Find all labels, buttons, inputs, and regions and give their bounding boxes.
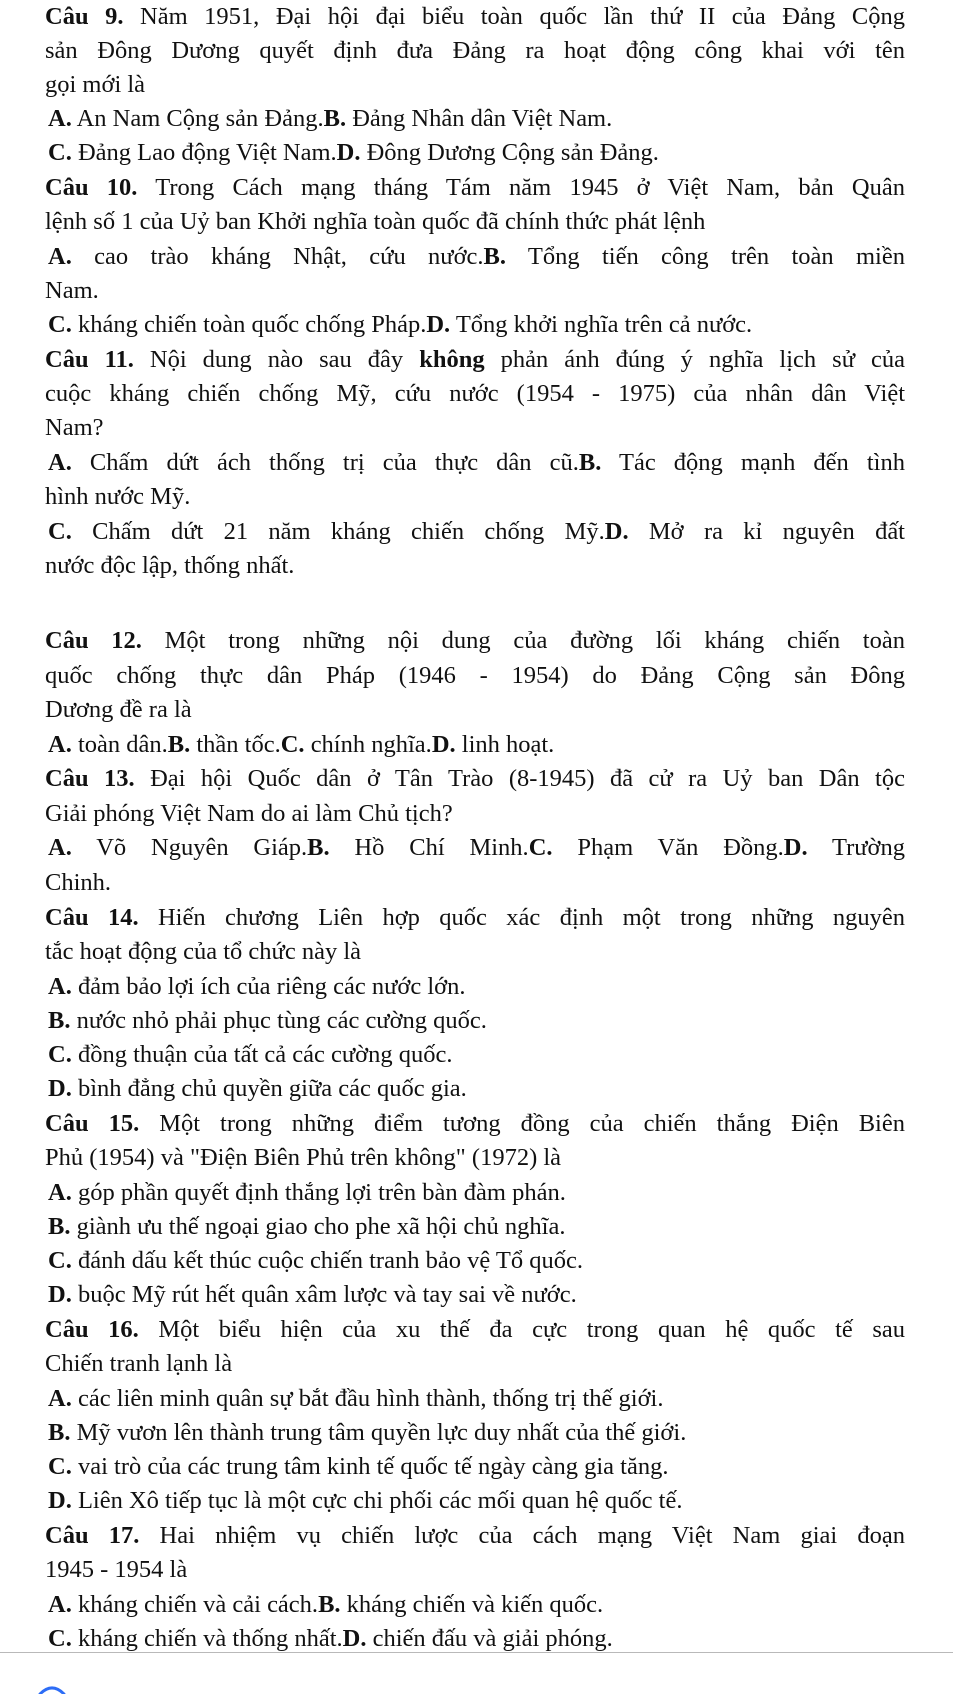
bold-label: D. xyxy=(342,1625,367,1652)
text-segment: Trong Cách mạng tháng Tám năm 1945 ở Việt Nam, bản Quân xyxy=(137,174,905,201)
bold-label: Câu 12. xyxy=(45,627,142,654)
text-segment: vai trò của các trung tâm kinh tế quốc tế ngày càng gia tăng. xyxy=(71,1453,669,1480)
bold-label: C. xyxy=(48,518,72,545)
question-9-line-1 xyxy=(45,0,905,35)
text-segment: Hai nhiệm vụ chiến lược của cách mạng Việt Nam giai đoạn xyxy=(139,1522,906,1549)
question-15-option-a xyxy=(48,1176,566,1211)
text-segment: nước nhỏ phải phục tùng các cường quốc. xyxy=(70,1007,487,1034)
bold-label: C. xyxy=(48,1625,72,1652)
bold-label: D. xyxy=(48,1075,72,1102)
text-segment: buộc Mỹ rút hết quân xâm lược và tay sai về nước. xyxy=(71,1281,577,1308)
page-bottom-divider xyxy=(0,1652,953,1653)
question-13-options-cont xyxy=(45,866,111,901)
question-11-options-ab xyxy=(48,446,905,481)
text-segment: Dương đề ra là xyxy=(45,696,192,723)
bold-label: C. xyxy=(48,1247,72,1274)
text-segment: tắc hoạt động của tổ chức này là xyxy=(45,938,361,965)
question-12-line-2 xyxy=(45,659,905,694)
text-segment: Tổng tiến công trên toàn miền xyxy=(506,243,905,270)
bold-label: D. xyxy=(783,834,808,861)
bold-label: D. xyxy=(431,731,456,758)
text-segment: Đại hội Quốc dân ở Tân Trào (8-1945) đã cử ra Uỷ ban Dân tộc xyxy=(134,765,905,792)
text-segment: đảm bảo lợi ích của riêng các nước lớn. xyxy=(71,973,466,1000)
text-segment: nước độc lập, thống nhất. xyxy=(45,552,295,579)
bold-label: A. xyxy=(48,731,72,758)
question-11-line-1 xyxy=(45,343,905,378)
bold-label: B. xyxy=(578,449,602,476)
question-16-line-1 xyxy=(45,1313,905,1348)
question-11-line-3 xyxy=(45,411,104,446)
question-16-option-b xyxy=(48,1416,686,1451)
bold-label: D. xyxy=(48,1487,72,1514)
text-segment: Liên Xô tiếp tục là một cực chi phối các mối quan hệ quốc tế. xyxy=(71,1487,683,1514)
text-segment: Năm 1951, Đại hội đại biểu toàn quốc lần thứ II của Đảng Cộng xyxy=(123,3,905,30)
text-segment: Một trong những nội dung của đường lối kháng chiến toàn xyxy=(141,627,905,654)
bold-label: A. xyxy=(48,834,72,861)
text-segment: toàn dân. xyxy=(71,731,168,758)
bold-label: Câu 16. xyxy=(45,1316,139,1343)
bold-label: D. xyxy=(426,311,451,338)
bold-label: D. xyxy=(48,1281,72,1308)
text-segment: Đảng Lao động Việt Nam. xyxy=(71,139,337,166)
text-segment: Mở ra kỉ nguyên đất xyxy=(628,518,905,545)
text-segment: Phủ (1954) và "Điện Biên Phủ trên không" (1972) là xyxy=(45,1144,562,1171)
text-segment: Tổng khởi nghĩa trên cả nước. xyxy=(450,311,753,338)
text-segment: linh hoạt. xyxy=(455,731,555,758)
text-segment: Chấm dứt ách thống trị của thực dân cũ. xyxy=(71,449,579,476)
text-segment: Mỹ vươn lên thành trung tâm quyền lực duy nhất của thế giới. xyxy=(70,1419,687,1446)
bold-label: A. xyxy=(48,1179,72,1206)
bold-label: Câu 9. xyxy=(45,3,124,30)
text-segment: Đông Dương Cộng sản Đảng. xyxy=(360,139,659,166)
question-10-line-2 xyxy=(45,205,705,240)
bold-label: A. xyxy=(48,449,72,476)
bold-label: A. xyxy=(48,1385,72,1412)
bold-label: B. xyxy=(307,834,330,861)
bold-label: A. xyxy=(48,1591,72,1618)
bold-label: không xyxy=(419,346,485,373)
text-segment: sản Đông Dương quyết định đưa Đảng ra hoạt động công khai với tên xyxy=(45,37,905,64)
question-10-options-cd xyxy=(48,308,752,343)
text-segment: lệnh số 1 của Uỷ ban Khởi nghĩa toàn quốc đã chính thức phát lệnh xyxy=(45,208,706,235)
question-17-line-1 xyxy=(45,1519,905,1554)
scroll-up-indicator-icon[interactable] xyxy=(37,1680,67,1694)
question-14-option-d xyxy=(48,1072,467,1107)
text-segment: đồng thuận của tất cả các cường quốc. xyxy=(71,1041,453,1068)
text-segment: Nam. xyxy=(45,277,99,304)
question-10-line-1 xyxy=(45,171,905,206)
question-17-options-ab xyxy=(48,1588,603,1623)
bold-label: C. xyxy=(48,1041,72,1068)
question-14-line-2 xyxy=(45,935,361,970)
text-segment: Nội dung nào sau đây xyxy=(133,346,420,373)
question-14-option-b xyxy=(48,1004,487,1039)
text-segment: Chinh. xyxy=(45,869,112,896)
text-segment: Giải phóng Việt Nam do ai làm Chủ tịch? xyxy=(45,800,453,827)
bold-label: B. xyxy=(48,1007,71,1034)
question-12-line-1 xyxy=(45,624,905,659)
question-16-option-c xyxy=(48,1450,668,1485)
question-15-line-2 xyxy=(45,1141,561,1176)
text-segment: kháng chiến toàn quốc chống Pháp. xyxy=(71,311,427,338)
question-9-line-3 xyxy=(45,68,145,103)
text-segment: đánh dấu kết thúc cuộc chiến tranh bảo vệ Tổ quốc. xyxy=(71,1247,583,1274)
text-segment: kháng chiến và cải cách. xyxy=(71,1591,319,1618)
text-segment: Tác động mạnh đến tình xyxy=(601,449,905,476)
question-15-option-d xyxy=(48,1278,577,1313)
text-segment: Phạm Văn Đồng. xyxy=(552,834,784,861)
text-segment: kháng chiến và kiến quốc. xyxy=(340,1591,604,1618)
text-segment: Võ Nguyên Giáp. xyxy=(71,834,308,861)
question-9-options-ab xyxy=(48,102,612,137)
bold-label: A. xyxy=(48,973,72,1000)
text-segment: Đảng Nhân dân Việt Nam. xyxy=(346,105,613,132)
bold-label: B. xyxy=(48,1213,71,1240)
text-segment: Nam? xyxy=(45,414,104,441)
bold-label: Câu 11. xyxy=(45,346,134,373)
text-segment: 1945 - 1954 là xyxy=(45,1556,188,1583)
bold-label: Câu 14. xyxy=(45,904,139,931)
question-13-options xyxy=(48,831,905,866)
question-9-line-2 xyxy=(45,34,905,69)
bold-label: C. xyxy=(48,139,72,166)
question-11-options-ab-cont xyxy=(45,480,190,515)
bold-label: Câu 10. xyxy=(45,174,138,201)
text-segment: Trường xyxy=(807,834,905,861)
question-11-options-cd-cont xyxy=(45,549,294,584)
text-segment: Hiến chương Liên hợp quốc xác định một trong những nguyên xyxy=(138,904,905,931)
bold-label: C. xyxy=(48,311,72,338)
question-9-options-cd xyxy=(48,136,659,171)
question-15-option-b xyxy=(48,1210,565,1245)
text-segment: Hồ Chí Minh. xyxy=(329,834,529,861)
question-16-option-a xyxy=(48,1382,664,1417)
bold-label: Câu 15. xyxy=(45,1110,140,1137)
bold-label: B. xyxy=(318,1591,341,1618)
bold-label: B. xyxy=(167,731,191,758)
bold-label: A. xyxy=(48,243,72,270)
bold-label: B. xyxy=(323,105,347,132)
text-segment: chiến đấu và giải phóng. xyxy=(366,1625,613,1652)
text-segment: góp phần quyết định thắng lợi trên bàn đàm phán. xyxy=(71,1179,566,1206)
question-11-line-2 xyxy=(45,377,905,412)
question-13-line-1 xyxy=(45,762,905,797)
text-segment: quốc chống thực dân Pháp (1946 - 1954) do Đảng Cộng sản Đông xyxy=(45,662,905,689)
question-16-option-d xyxy=(48,1484,682,1519)
text-segment: phản ánh đúng ý nghĩa lịch sử của xyxy=(484,346,905,373)
bold-label: C. xyxy=(48,1453,72,1480)
text-segment: kháng chiến và thống nhất. xyxy=(71,1625,343,1652)
bold-label: C. xyxy=(280,731,305,758)
question-15-option-c xyxy=(48,1244,583,1279)
question-14-option-c xyxy=(48,1038,452,1073)
question-14-line-1 xyxy=(45,901,905,936)
text-segment: giành ưu thế ngoại giao cho phe xã hội chủ nghĩa. xyxy=(70,1213,566,1240)
question-12-line-3 xyxy=(45,693,192,728)
text-segment: cuộc kháng chiến chống Mỹ, cứu nước (1954 - 1975) của nhân dân Việt xyxy=(45,380,905,407)
text-segment: Chấm dứt 21 năm kháng chiến chống Mỹ. xyxy=(71,518,605,545)
bold-label: D. xyxy=(336,139,361,166)
question-12-options xyxy=(48,728,554,763)
question-11-options-cd xyxy=(48,515,905,550)
question-16-line-2 xyxy=(45,1347,232,1382)
bold-label: B. xyxy=(483,243,506,270)
text-segment: cao trào kháng Nhật, cứu nước. xyxy=(71,243,484,270)
bold-label: B. xyxy=(48,1419,71,1446)
text-segment: Một biểu hiện của xu thế đa cực trong quan hệ quốc tế sau xyxy=(138,1316,906,1343)
question-10-options-ab-cont xyxy=(45,274,99,309)
text-segment: Chiến tranh lạnh là xyxy=(45,1350,233,1377)
text-segment: hình nước Mỹ. xyxy=(45,483,191,510)
text-segment: Một trong những điểm tương đồng của chiến thắng Điện Biên xyxy=(139,1110,905,1137)
bold-label: D. xyxy=(604,518,629,545)
question-15-line-1 xyxy=(45,1107,905,1142)
text-segment: chính nghĩa. xyxy=(304,731,432,758)
bold-label: Câu 17. xyxy=(45,1522,140,1549)
question-13-line-2 xyxy=(45,797,453,832)
text-segment: các liên minh quân sự bắt đầu hình thành, thống trị thế giới. xyxy=(71,1385,664,1412)
bold-label: C. xyxy=(528,834,553,861)
question-10-options-ab xyxy=(48,240,905,275)
bold-label: Câu 13. xyxy=(45,765,135,792)
bold-label: A. xyxy=(48,105,72,132)
text-segment: thần tốc. xyxy=(190,731,281,758)
text-segment: bình đẳng chủ quyền giữa các quốc gia. xyxy=(71,1075,467,1102)
question-17-line-2 xyxy=(45,1553,187,1588)
text-segment: An Nam Cộng sản Đảng. xyxy=(71,105,324,132)
question-14-option-a xyxy=(48,970,465,1005)
text-segment: gọi mới là xyxy=(45,71,146,98)
